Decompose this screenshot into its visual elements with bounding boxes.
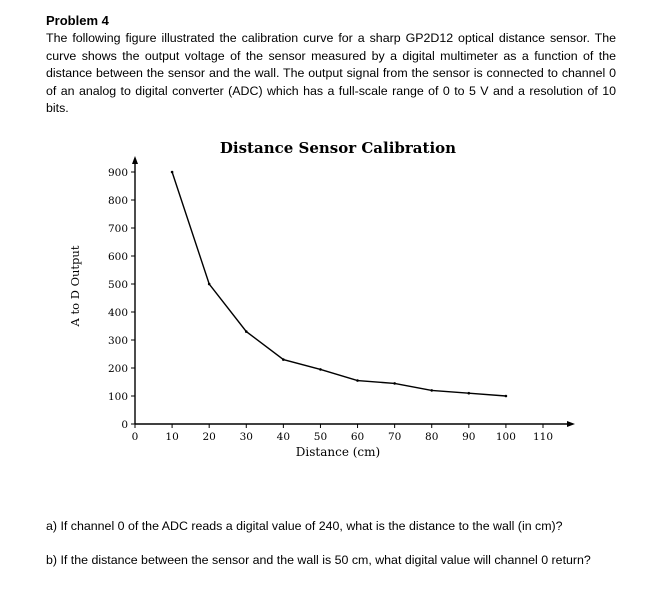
data-point [171,171,174,174]
y-tick-label: 100 [107,391,128,403]
x-tick-label: 50 [313,431,328,443]
x-tick-label: 30 [239,431,253,443]
x-tick-label: 90 [462,431,476,443]
chart-axes [132,156,575,427]
data-point [319,368,322,371]
y-tick-label: 500 [107,279,128,291]
data-point [282,358,285,361]
series-line [172,172,506,396]
x-tick-label: 10 [165,431,179,443]
data-point [505,395,508,398]
x-tick-label: 100 [495,431,516,443]
problem-heading: Problem 4 [46,13,109,28]
question-a: a) If channel 0 of the ADC reads a digital value of 240, what is the distance to the wall (in cm)? [46,519,563,533]
x-tick-label: 80 [425,431,439,443]
y-tick-label: 700 [107,223,128,235]
data-point [245,330,248,333]
chart-ticks [108,167,553,443]
chart-x-axis-label: Distance (cm) [295,445,381,459]
chart-y-axis-label: A to D Output [68,245,82,327]
chart-series [171,171,507,398]
x-tick-label: 70 [387,431,402,443]
problem-text: The following figure illustrated the calibration curve for a sharp GP2D12 optical distance sensor. The curve shows the output voltage of the sensor measured by a digital multimeter as a function of the distance between the sensor and the wall. The output signal from the sensor is connected to channel 0 of an analog to digital converter (ADC) which has a full-scale range of 0 to 5 V and a resolution of 10 bits. [46,31,616,115]
x-tick-label: 20 [202,431,216,443]
y-tick-label: 300 [107,335,128,347]
x-tick-label: 40 [276,431,291,443]
y-tick-label: 900 [107,167,128,179]
chart-title: Distance Sensor Calibration [219,139,457,157]
data-point [208,283,211,286]
x-tick-label: 60 [350,431,365,443]
x-tick-label: 110 [532,431,554,443]
problem-block [46,12,616,118]
data-point [393,382,396,385]
x-tick-label: 0 [131,431,139,443]
y-axis-arrow [132,156,138,164]
y-tick-label: 600 [107,251,128,263]
x-axis-arrow [567,421,575,427]
y-tick-label: 0 [121,419,128,431]
data-point [430,389,433,392]
y-tick-label: 200 [107,363,128,375]
question-b: b) If the distance between the sensor and the wall is 50 cm, what digital value will channel 0 return? [46,553,591,567]
y-tick-label: 400 [107,307,128,319]
data-point [468,392,471,395]
data-point [356,379,359,382]
y-tick-label: 800 [107,195,128,207]
